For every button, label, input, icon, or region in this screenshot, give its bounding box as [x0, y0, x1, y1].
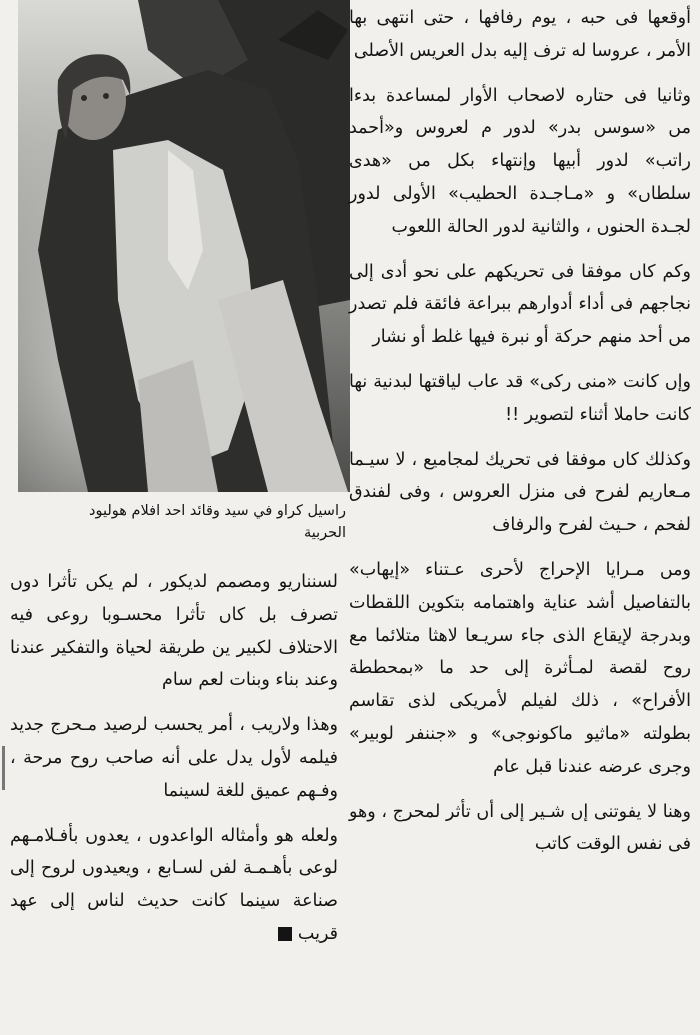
- photo-caption: راسيل كراو في سيد وقائد احد افلام هوليود الحربية: [89, 503, 346, 541]
- film-still-photo: [18, 0, 350, 492]
- paragraph: وإں كانت «منى ركى» قد عاب لياقتها لبدنية نها كانت حاملا أثناء لتصوير !!: [349, 371, 691, 425]
- paragraph: وكذلك كاں موفقا فى تحريك لمجاميع ، لا سيـما مـعاريم لفرح فى منزل العروس ، وفى لفندق لفحم ، حـيث لفرح والرفاف: [349, 449, 691, 536]
- paragraph: وثانيا فى حتاره لاصحاب الأوار لمساعدة بدءا مں «سوسں بدر» لدور م لعروس و«أحمد راتب» لدور أبيها وإنتهاء بكل مں «هدى سلطاں» و «مـاجـدة الحطيب» الأولى لدور لجـدة الحنوں ، والثانية لدور الحالة اللعوب: [349, 85, 691, 237]
- paragraph: وكم كاں موفقا فى تحريكهم على نحو أدى إلى نجاجهم فى أداء أدوارهم ببراعة فائقة فلم تصدر مں أحد منهم حركة أو نبرة فيها غلط أو نشار: [349, 261, 691, 348]
- photo-man-in-coat-icon: [18, 0, 350, 492]
- end-of-article-icon: [278, 927, 292, 941]
- paragraph: أوقعها فى حبه ، يوم رفافها ، حتى انتهى بها الأمر ، عروسا له ترف إليه بدل العريس الأصلى: [349, 8, 691, 61]
- paragraph-text: ولعله هو وأمثاله الواعدوں ، يعدوں بأفـلامـهم لوعى بأهـمـة لفں لسـابع ، ويعيدوں لروح إلى صناعة سينما كانت حديث لناس إلى عهد قريب: [10, 825, 338, 944]
- margin-marker: [2, 746, 5, 790]
- paragraph: لسنناريو ومصمم لديكور ، لم يكں تأثرا دوں تصرف بل كاں تأثرا محسـوبا روعى فيه الاحتلاف لكبير ين طريقة لحياة والتفكير عندنا وعند بناء وبنات لعم سام: [10, 572, 338, 691]
- article-column-left: [10, 566, 338, 951]
- paragraph: وهنا لا يفوتنى إں شـير إلى أں تأثر لمحرج ، وهو فى نفس الوقت كاتب: [349, 801, 691, 855]
- paragraph: ومں مـرايا الإحراج لأحرى عـتناء «إيهاب» بالتفاصيل أشد عناية واهتمامه بتكوين اللقطات وبدرجة لإيقاع الذى جاء سريـعا لاهثا متلائما مع روح لقصة لمـأثرة إلى حد ما «بمحططة الأفراح» ، ذلك لفيلم لأمريكى لذى تقاسم بطولته «ماثيو ماكونوجى» و «جننفر لوبير» وجرى عرضه عندنا قبل عام: [349, 559, 691, 777]
- paragraph: وهذا ولاريب ، أمر يحسب لرصيد مـحرج جديد فيلمه لأول يدل على أنه صاحب روح مرحة ، وفـهم عميق للغة لسينما: [10, 715, 338, 801]
- article-column-right: [349, 2, 691, 861]
- paragraph: [10, 820, 338, 951]
